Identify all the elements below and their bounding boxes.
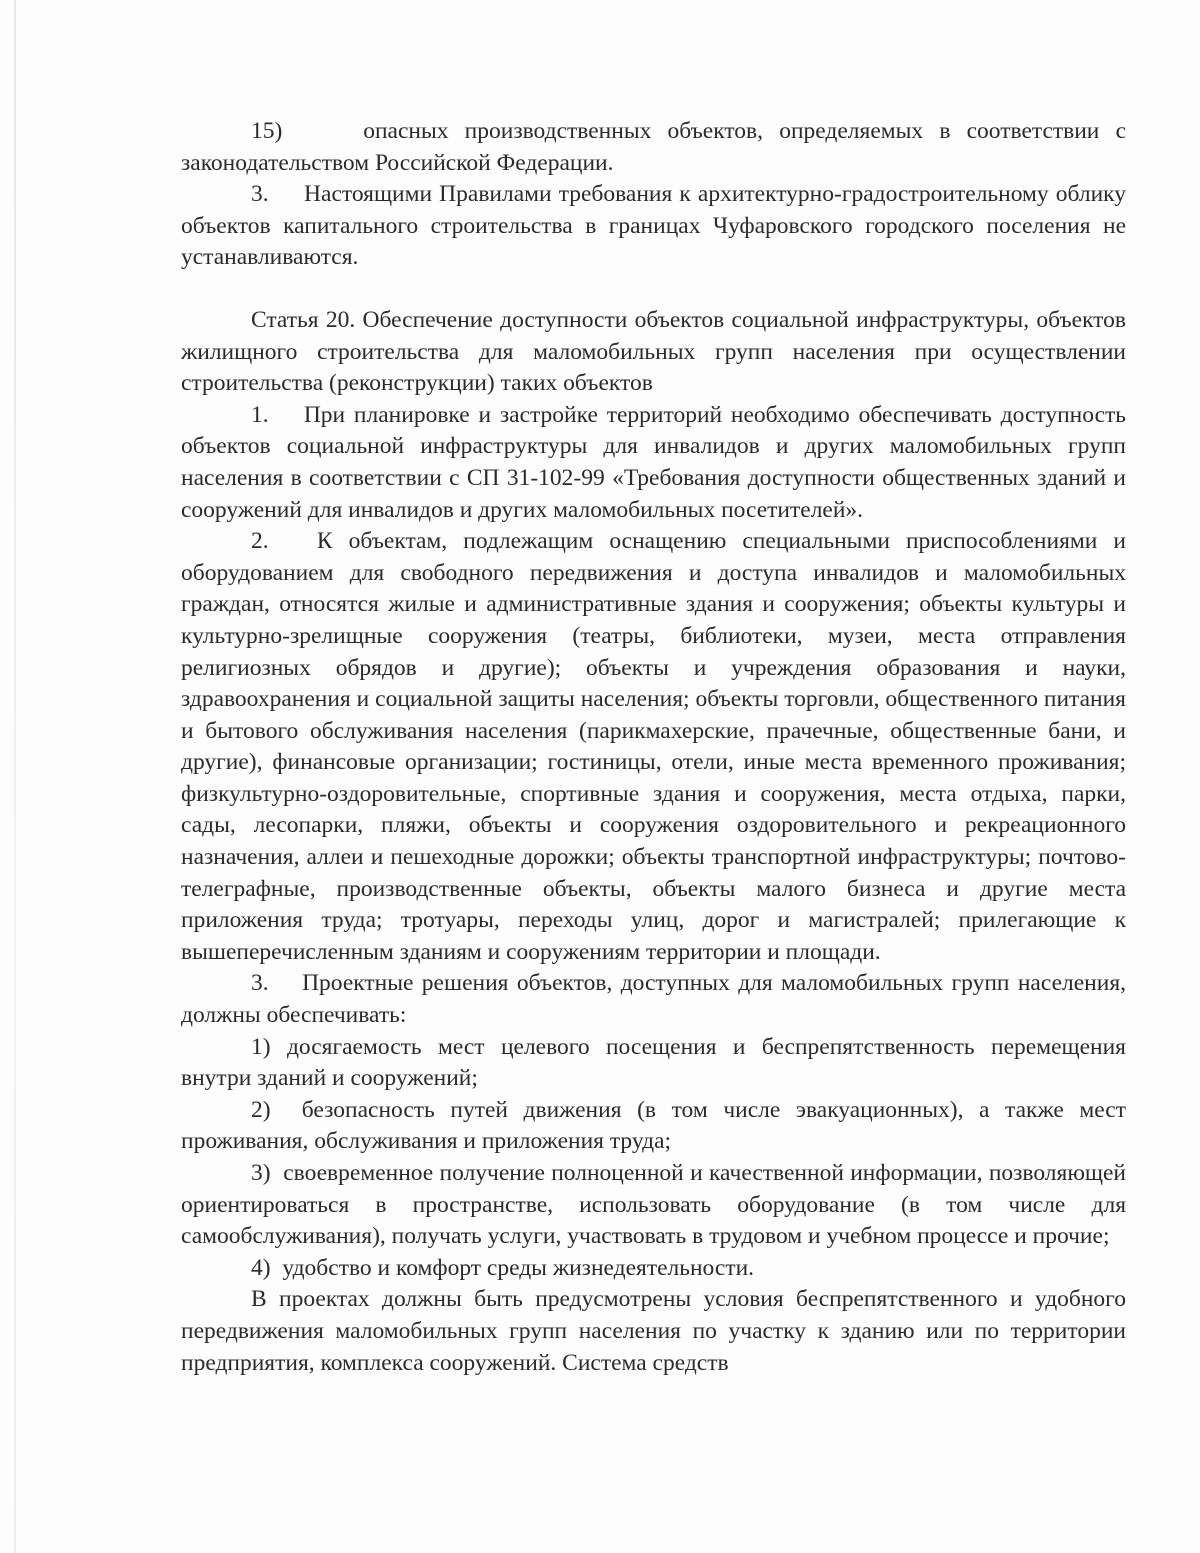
- paragraph-item-3-appearance: 3. Настоящими Правилами требования к архитектурно-градостроительному облику объектов капитального строительства в границах Чуфаровского городского поселения не устанавливаются.: [181, 181, 1126, 271]
- list-item-2-safety: 2) безопасность путей движения (в том числе эвакуационных), а также мест проживания, обслуживания и приложения труда;: [181, 1096, 1126, 1155]
- list-item-4-comfort: 4) удобство и комфорт среды жизнедеятельности.: [251, 1254, 755, 1281]
- paragraph-1-planning: 1. При планировке и застройке территорий необходимо обеспечивать доступность объектов социальной инфраструктуры для инвалидов и других маломобильных групп населения в соответствии с СП 31-102-99 «Требования доступности общественных зданий и сооружений для инвалидов и других маломобильных посетителей».: [181, 401, 1126, 523]
- paragraph-3-design-solutions: 3. Проектные решения объектов, доступных для маломобильных групп населения, должны обеспечивать:: [181, 970, 1126, 1029]
- paragraph-item-15: 15) опасных производственных объектов, определяемых в соответствии с законодательством Российской Федерации.: [181, 118, 1126, 176]
- paragraph-projects-conditions: В проектах должны быть предусмотрены условия беспрепятственного и удобного передвижения маломобильных групп населения по участку к зданию или по территории предприятия, комплекса сооружений. Система средств: [181, 1286, 1126, 1376]
- list-item-3-information: 3) своевременное получение полноценной и качественной информации, позволяющей ориентироваться в пространстве, использовать оборудование (в том числе для самообслуживания), получать услуги, участвовать в трудовом и учебном процессе и прочие;: [181, 1160, 1126, 1250]
- scan-edge-line: [14, 0, 16, 1553]
- paragraph-gap: [181, 274, 1126, 305]
- article-20-heading: Статья 20. Обеспечение доступности объектов социальной инфраструктуры, объектов жилищного строительства для маломобильных групп населения при осуществлении строительства (реконструкции) таких объектов: [181, 306, 1126, 397]
- document-body: [181, 116, 1126, 1379]
- paragraph-2-objects: 2. К объектам, подлежащим оснащению специальными приспособлениями и оборудованием для свободного передвижения и доступа инвалидов и маломобильных граждан, относятся жилые и административные здания и сооружения; объекты культуры и культурно-зрелищные сооружения (театры, библиотеки, музеи, места отправления религиозных обрядов и другие); объекты и учреждения образования и науки, здравоохранения и социальной защиты населения; объекты торговли, общественного питания и бытового обслуживания населения (парикмахерские, прачечные, общественные бани, и другие), финансовые организации; гостиницы, отели, иные места временного проживания; физкультурно-оздоровительные, спортивные здания и сооружения, места отдыха, парки, сады, лесопарки, пляжи, объекты и сооружения оздоровительного и рекреационного назначения, аллеи и пешеходные дорожки; объекты транспортной инфраструктуры; почтово-телеграфные, производственные объекты, объекты малого бизнеса и другие места приложения труда; тротуары, переходы улиц, дорог и магистралей; прилегающие к вышеперечисленным зданиям и сооружениям территории и площади.: [181, 528, 1126, 965]
- list-item-1-reachability: 1) досягаемость мест целевого посещения и беспрепятственность перемещения внутри зданий и сооружений;: [181, 1033, 1126, 1092]
